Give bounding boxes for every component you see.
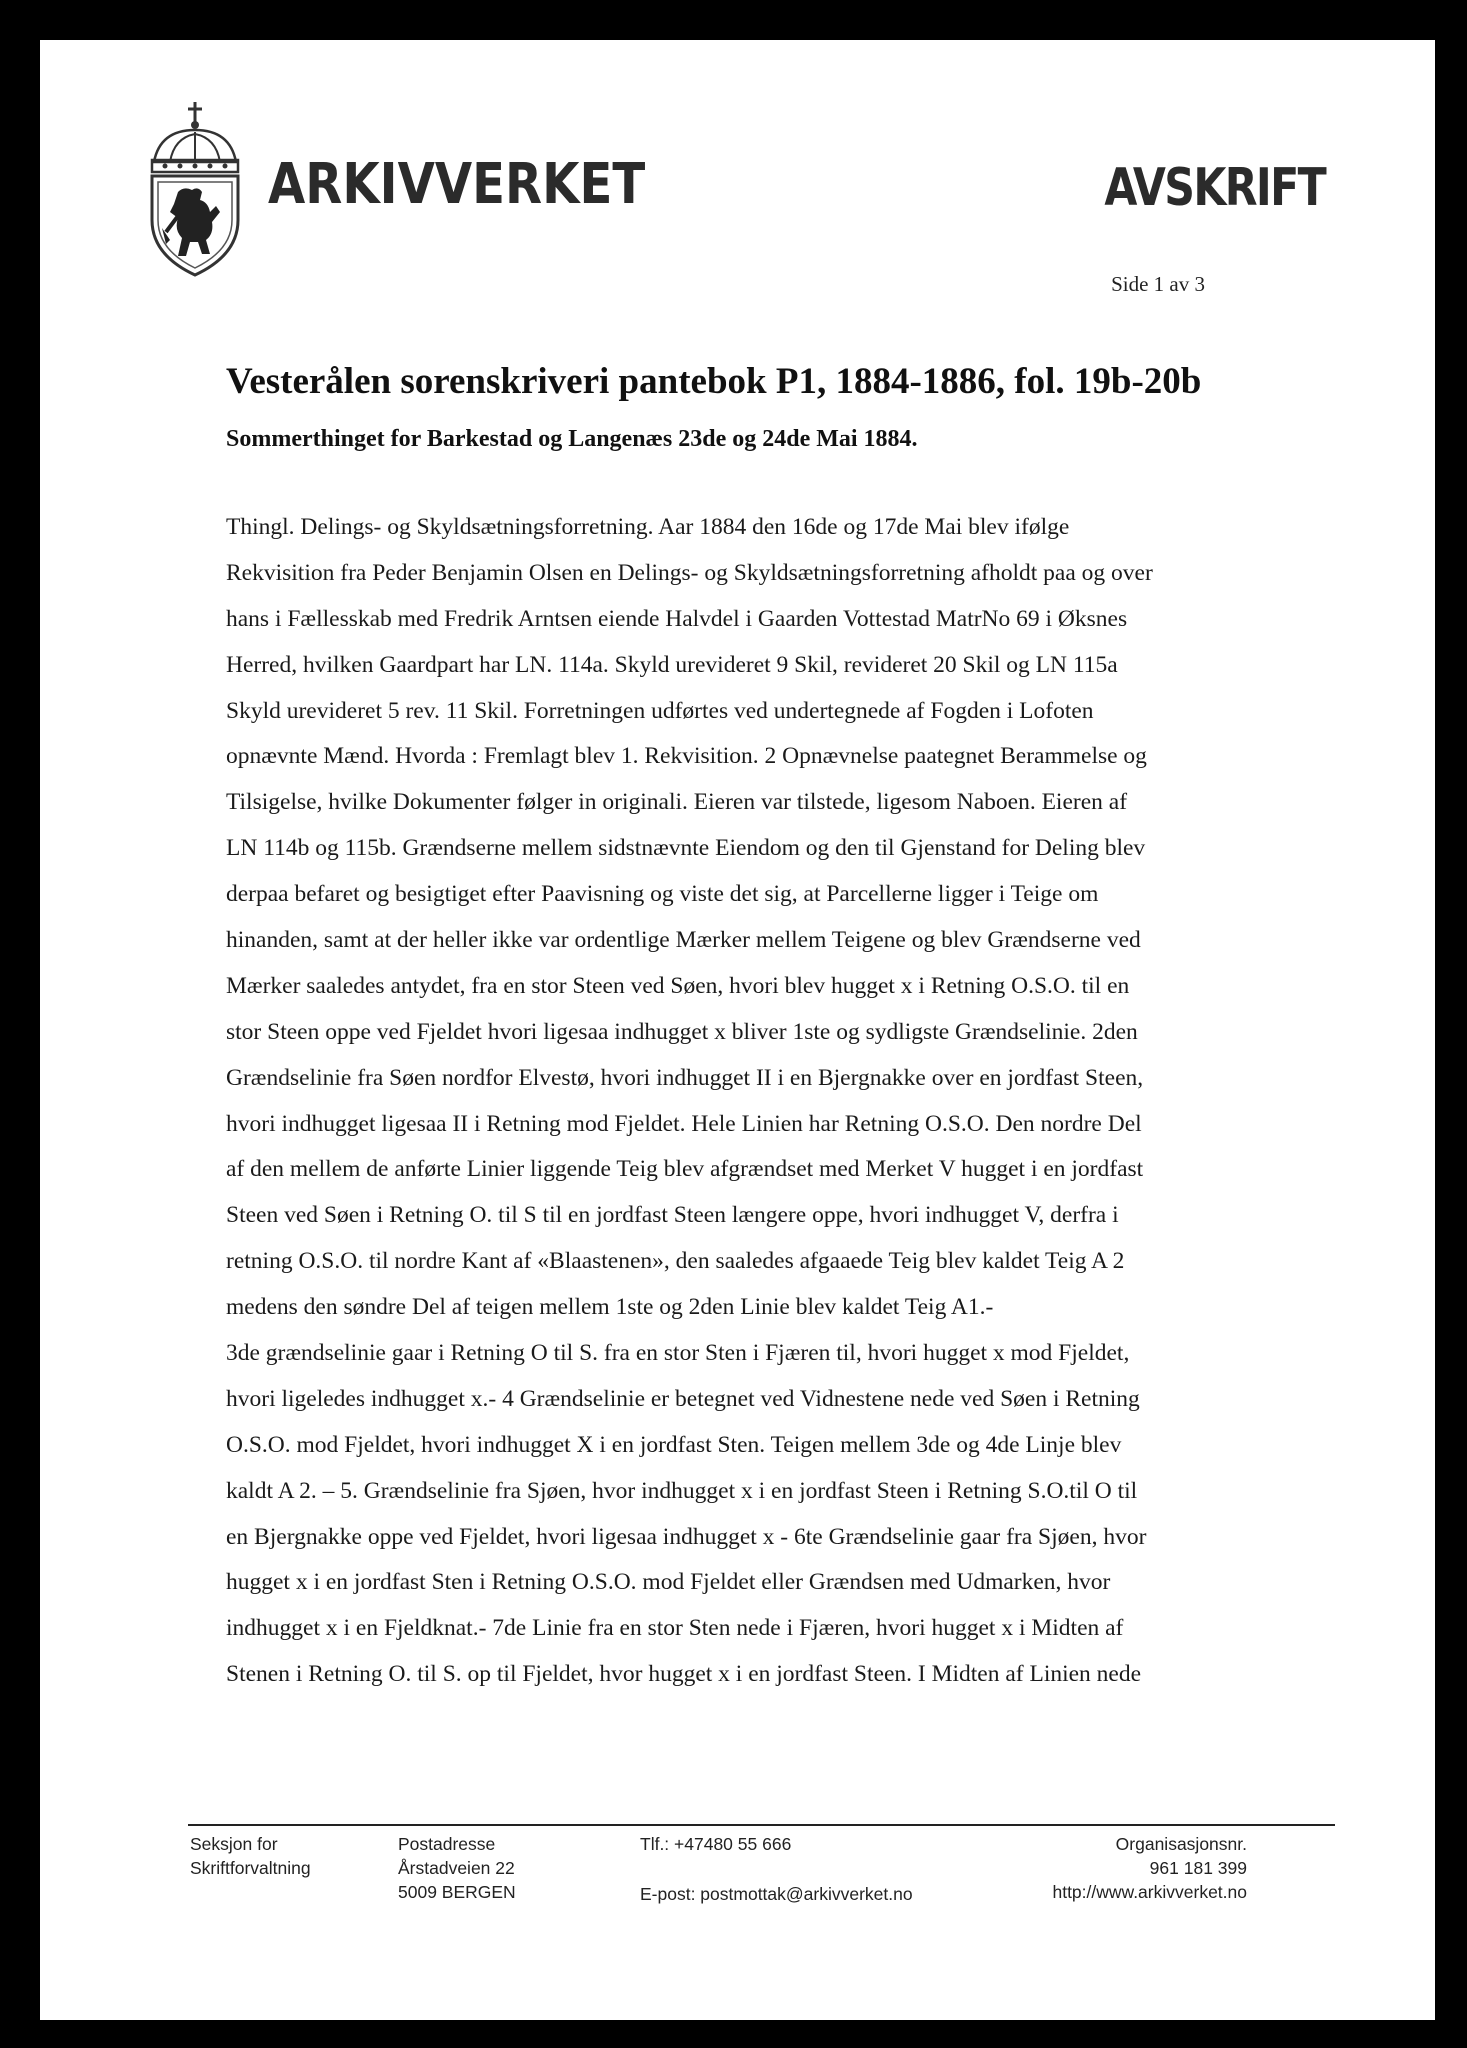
footer-section (190, 1832, 311, 1880)
text-line: hugget x i en jordfast Sten i Retning O.S.O. mod Fjeldet eller Grændsen med Udmarken, hvor (226, 1569, 1111, 1596)
footer-section-line: Skriftforvaltning (190, 1858, 311, 1878)
document-subtitle: Sommerthinget for Barkestad og Langenæs 23de og 24de Mai 1884. (226, 426, 918, 452)
text-line: Mærker saaledes antydet, fra en stor Steen ved Søen, hvori blev hugget x i Retning O.S.O. til en (226, 972, 1130, 999)
text-line: hinanden, samt at der heller ikke var ordentlige Mærker mellem Teigene og blev Grændserne ved (226, 927, 1141, 954)
text-line: hans i Fællesskab med Fredrik Arntsen eiende Halvdel i Gaarden Vottestad MatrNo 69 i Øksnes (226, 605, 1128, 632)
text-line: 3de grændselinie gaar i Retning O til S. fra en stor Sten i Fjæren til, hvori hugget x mod Fjeldet, (226, 1340, 1130, 1367)
footer-org-number: 961 181 399 (1149, 1858, 1247, 1878)
text-line: indhugget x i en Fjeldknat.- 7de Linie fra en stor Sten nede i Fjæren, hvori hugget x i Midten af (226, 1615, 1124, 1642)
footer-postal-line: Postadresse (398, 1834, 496, 1854)
footer-email: E-post: postmottak@arkivverket.no (640, 1884, 913, 1904)
text-line: LN 114b og 115b. Grændserne mellem sidstnævnte Eiendom og den til Gjenstand for Deling blev (226, 835, 1146, 862)
footer-organisation (1052, 1832, 1247, 1904)
footer-website: http://www.arkivverket.no (1052, 1882, 1247, 1902)
footer-contact (640, 1832, 913, 1906)
text-line: Thingl. Delings- og Skyldsætningsforretning. Aar 1884 den 16de og 17de Mai blev ifølge (226, 514, 1070, 540)
document-page (40, 40, 1435, 2020)
text-line: kaldt A 2. – 5. Grændselinie fra Sjøen, hvor indhugget x i en jordfast Steen i Retning S.O.til O til (226, 1477, 1138, 1504)
text-line: hvori ligeledes indhugget x.- 4 Grændselinie er betegnet ved Vidnestene nede ved Søen i Retning (226, 1385, 1140, 1412)
footer-section-line: Seksjon for (190, 1834, 278, 1854)
text-line: medens den søndre Del af teigen mellem 1ste og 2den Linie blev kaldet Teig A1.- (226, 1294, 994, 1321)
text-line: Grændselinie fra Søen nordfor Elvestø, hvori indhugget II i en Bjergnakke over en jordfast Steen, (226, 1064, 1144, 1091)
footer-phone: Tlf.: +47480 55 666 (640, 1834, 792, 1854)
text-line: Stenen i Retning O. til S. op til Fjeldet, hvor hugget x i en jordfast Steen. I Midten af Linien nede (226, 1661, 1142, 1688)
norwegian-coat-of-arms-icon (140, 100, 250, 278)
footer-postal-line: Årstadveien 22 (398, 1858, 515, 1878)
text-line: Tilsigelse, hvilke Dokumenter følger in originali. Eieren var tilstede, ligesom Naboen. Eieren af (226, 789, 1128, 816)
text-line: Skyld urevideret 5 rev. 11 Skil. Forretningen udførtes ved undertegnede af Fogden i Lofoten (226, 697, 1094, 724)
page-number: Side 1 av 3 (1111, 272, 1205, 296)
text-line: Steen ved Søen i Retning O. til S til en jordfast Steen længere oppe, hvori indhugget V, derfra i (226, 1202, 1119, 1229)
footer-org-label: Organisasjonsnr. (1115, 1834, 1247, 1854)
text-line: af den mellem de anførte Linier liggende Teig blev afgrændset med Merket V hugget i en jordfast (226, 1156, 1144, 1183)
document-title: Vesterålen sorenskriveri pantebok P1, 1884-1886, fol. 19b-20b (226, 361, 1202, 402)
text-line: opnævnte Mænd. Hvorda : Fremlagt blev 1. Rekvisition. 2 Opnævnelse paategnet Berammelse og (226, 743, 1147, 770)
org-name: ARKIVVERKET (268, 152, 646, 217)
footer-postal-address (398, 1832, 516, 1904)
text-line: O.S.O. mod Fjeldet, hvori indhugget X i en jordfast Sten. Teigen mellem 3de og 4de Linje blev (226, 1431, 1122, 1458)
text-line: en Bjergnakke oppe ved Fjeldet, hvori ligesaa indhugget x - 6te Grændselinie gaar fra Sjøen, hvor (226, 1523, 1147, 1550)
text-line: Rekvisition fra Peder Benjamin Olsen en Delings- og Skyldsætningsforretning afholdt paa og over (226, 559, 1153, 586)
transcription-body (226, 505, 1316, 1698)
text-line: derpaa befaret og besigtiget efter Paavisning og viste det sig, at Parcellerne ligger i Teige om (226, 881, 1099, 908)
document-type-label: AVSKRIFT (1104, 158, 1325, 218)
text-line: hvori indhugget ligesaa II i Retning mod Fjeldet. Hele Linien har Retning O.S.O. Den nordre Del (226, 1110, 1142, 1137)
footer-divider (188, 1824, 1335, 1826)
text-line: Herred, hvilken Gaardpart har LN. 114a. Skyld urevideret 9 Skil, revideret 20 Skil og LN 115a (226, 651, 1118, 678)
footer-postal-line: 5009 BERGEN (398, 1882, 516, 1902)
text-line: stor Steen oppe ved Fjeldet hvori ligesaa indhugget x bliver 1ste og sydligste Grændselinie. 2den (226, 1018, 1138, 1045)
text-line: retning O.S.O. til nordre Kant af «Blaastenen», den saaledes afgaaede Teig blev kaldet Teig A 2 (226, 1248, 1125, 1275)
